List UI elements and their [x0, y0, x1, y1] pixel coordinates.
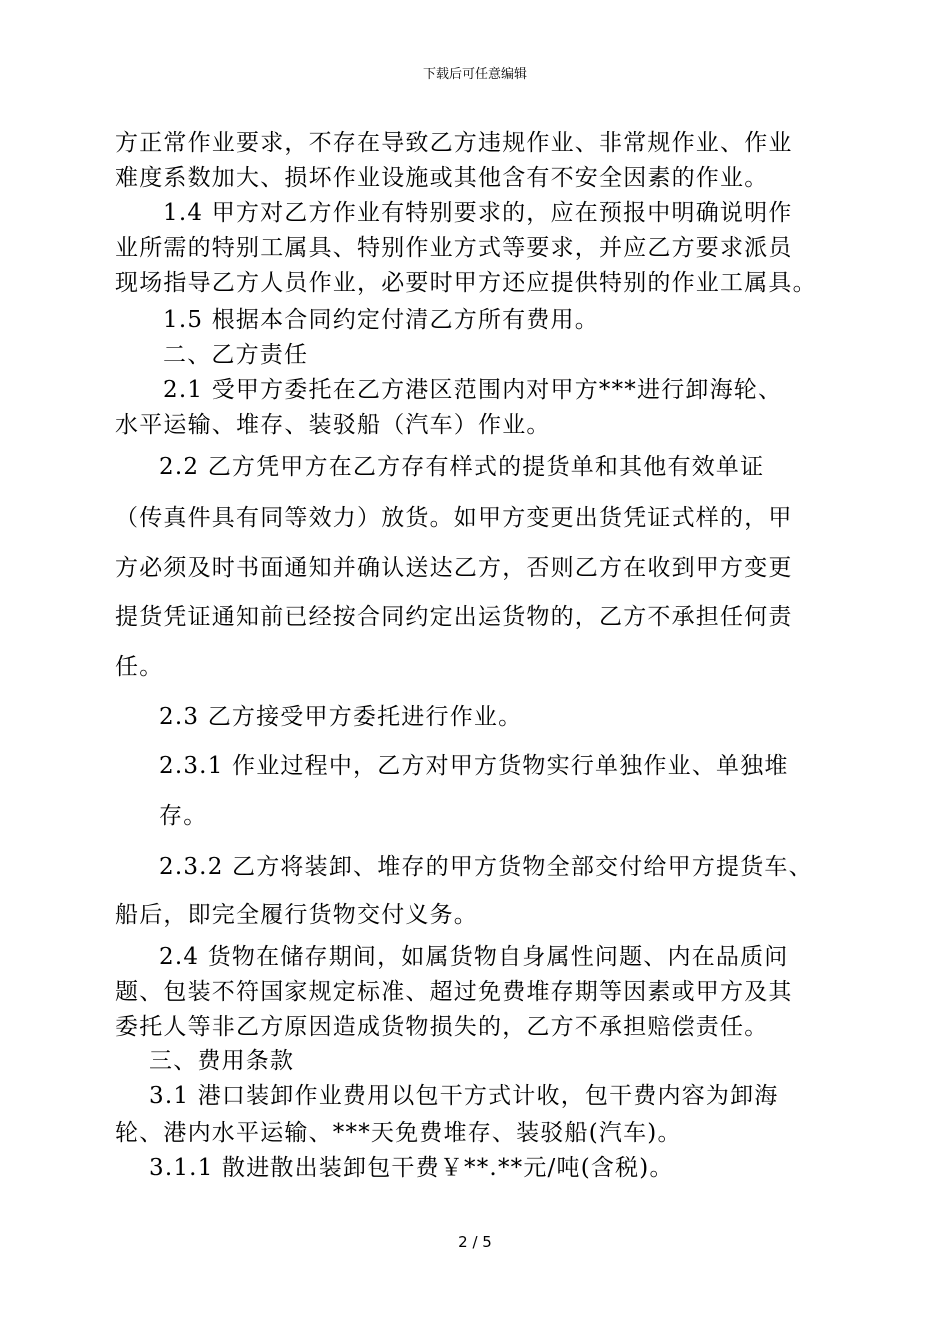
text-line: 2.3 乙方接受甲方委托进行作业。 [159, 704, 523, 730]
text-line: 2.3.1 作业过程中，乙方对甲方货物实行单独作业、单独堆 [159, 753, 789, 779]
text-line: 方必须及时书面通知并确认送达乙方，否则乙方在收到甲方变更 [115, 555, 793, 581]
text-line: 存。 [159, 803, 208, 829]
page-header: 下载后可任意编辑 [422, 67, 527, 82]
text-line: 2.3.2 乙方将装卸、堆存的甲方货物全部交付给甲方提货车、 [159, 854, 813, 880]
text-line: 任。 [115, 654, 164, 680]
text-line: 题、包装不符国家规定标准、超过免费堆存期等因素或甲方及其 [115, 979, 793, 1005]
text-line: 船后，即完全履行货物交付义务。 [115, 902, 478, 928]
section-heading: 三、费用条款 [149, 1048, 295, 1074]
text-line: 2.2 乙方凭甲方在乙方存有样式的提货单和其他有效单证 [159, 454, 765, 480]
text-line: 3.1.1 散进散出装卸包干费￥**.**元/吨(含税)。 [149, 1155, 674, 1181]
text-line: 2.4 货物在储存期间，如属货物自身属性问题、内在品质问 [159, 944, 789, 970]
text-line: 现场指导乙方人员作业，必要时甲方还应提供特别的作业工属具。 [115, 270, 817, 296]
text-line: 1.4 甲方对乙方作业有特别要求的，应在预报中明确说明作 [163, 200, 793, 226]
text-line: 难度系数加大、损坏作业设施或其他含有不安全因素的作业。 [115, 165, 769, 191]
text-line: 提货凭证通知前已经按合同约定出运货物的，乙方不承担任何责 [115, 604, 793, 630]
text-line: 水平运输、堆存、装驳船（汽车）作业。 [115, 412, 551, 438]
text-line: 3.1 港口装卸作业费用以包干方式计收，包干费内容为卸海 [149, 1083, 779, 1109]
text-line: 委托人等非乙方原因造成货物损失的，乙方不承担赔偿责任。 [115, 1014, 769, 1040]
section-heading: 二、乙方责任 [163, 342, 309, 368]
text-line: 方正常作业要求，不存在导致乙方违规作业、非常规作业、作业 [115, 130, 793, 156]
text-line: 2.1 受甲方委托在乙方港区范围内对甲方***进行卸海轮、 [163, 377, 783, 403]
text-line: （传真件具有同等效力）放货。如甲方变更出货凭证式样的，甲 [115, 505, 793, 531]
text-line: 1.5 根据本合同约定付清乙方所有费用。 [163, 307, 599, 333]
text-line: 轮、港内水平运输、***天免费堆存、装驳船(汽车)。 [115, 1120, 682, 1146]
page-number: 2 / 5 [458, 1233, 492, 1251]
text-line: 业所需的特别工属具、特别作业方式等要求，并应乙方要求派员 [115, 235, 793, 261]
